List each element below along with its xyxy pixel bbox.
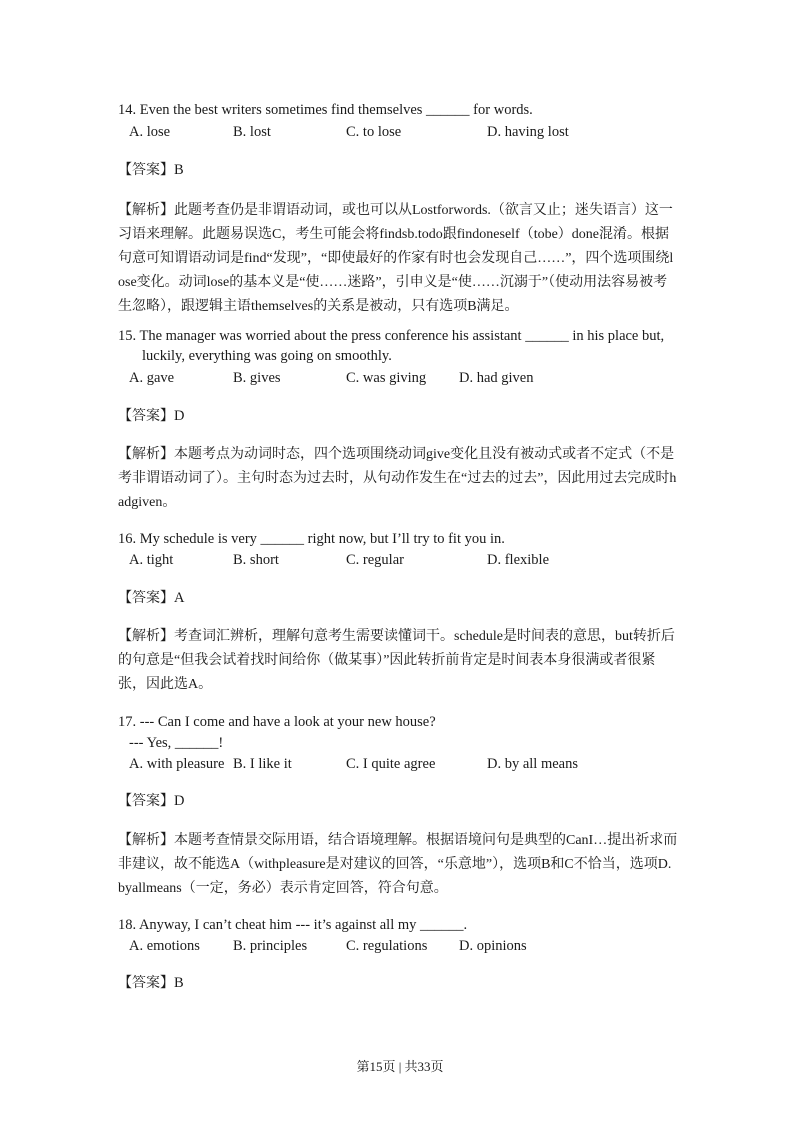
option-a: A. emotions xyxy=(129,938,200,954)
option-a: A. gave xyxy=(129,370,175,386)
option-d: D. opinions xyxy=(459,938,527,954)
answer-value: B xyxy=(174,162,184,178)
explanation-text: 此题考查仍是非谓语动词，或也可以从Lostforwords.（欲言又止；迷失语言）这一习语来理解。此题易误选C，考生可能会将findsb.todo跟findoneself（tobe）done混淆。根据句意可知谓语动词是find“发现”，“即使最好的作家有时也会发现自己……”，四个选项围绕lose变化。动词lose的基本义是“使……迷路”，引申义是“使……沉溺于”（使动用法容易被考生忽略），跟逻辑主语themselves的关系是被动，只有选项B满足。 xyxy=(118,203,674,314)
option-b: B. I like it xyxy=(233,756,292,772)
question-stem-continued: --- Yes, ______! xyxy=(129,735,224,751)
explanation xyxy=(118,828,678,901)
option-c: C. was giving xyxy=(346,370,427,386)
option-d: D. having lost xyxy=(487,124,569,140)
option-b: B. lost xyxy=(233,124,271,140)
answer-label: 【答案】 xyxy=(118,162,174,178)
answer-value: B xyxy=(174,975,184,991)
question-stem-continued: luckily, everything was going on smoothly. xyxy=(142,348,392,364)
answer-line xyxy=(118,406,184,426)
answer-line xyxy=(118,791,184,811)
explanation xyxy=(118,198,678,319)
question-stem: 15. The manager was worried about the press conference his assistant ______ in his place but, xyxy=(118,328,665,344)
answer-label: 【答案】 xyxy=(118,590,174,606)
answer-label: 【答案】 xyxy=(118,408,174,424)
page-footer: 第15页 | 共33页 xyxy=(356,1059,444,1074)
explanation xyxy=(118,624,678,697)
option-a: A. with pleasure xyxy=(129,756,225,772)
option-b: B. principles xyxy=(233,938,308,954)
option-a: A. lose xyxy=(129,124,171,140)
explanation-label: 【解析】 xyxy=(118,628,174,644)
explanation xyxy=(118,442,678,515)
explanation-label: 【解析】 xyxy=(118,832,174,848)
option-c: C. I quite agree xyxy=(346,756,436,772)
explanation-text: 本题考查情景交际用语，结合语境理解。根据语境问句是典型的CanI…提出祈求而非建议，故不能选A（withpleasure是对建议的回答，“乐意地”），选项B和C不恰当，选项D.byallmeans（一定，务必）表示肯定回答，符合句意。 xyxy=(118,833,678,896)
question-stem: 14. Even the best writers sometimes find themselves ______ for words. xyxy=(118,102,533,118)
explanation-text: 本题考点为动词时态，四个选项围绕动词give变化且没有被动式或者不定式（不是考非谓语动词了）。主句时态为过去时，从句动作发生在“过去的过去”，因此用过去完成时hadgiven。 xyxy=(118,447,677,510)
option-d: D. flexible xyxy=(487,552,550,568)
question-stem: 18. Anyway, I can’t cheat him --- it’s against all my ______. xyxy=(118,917,468,933)
option-c: C. regulations xyxy=(346,938,428,954)
answer-label: 【答案】 xyxy=(118,793,174,809)
answer-label: 【答案】 xyxy=(118,975,174,991)
option-b: B. gives xyxy=(233,370,281,386)
explanation-label: 【解析】 xyxy=(118,446,174,462)
answer-line xyxy=(118,973,184,993)
option-d: D. had given xyxy=(459,370,534,386)
option-c: C. regular xyxy=(346,552,404,568)
option-d: D. by all means xyxy=(487,756,579,772)
answer-line xyxy=(118,160,184,180)
question-stem: 17. --- Can I come and have a look at your new house? xyxy=(118,714,436,730)
option-c: C. to lose xyxy=(346,124,402,140)
option-a: A. tight xyxy=(129,552,174,568)
question-stem: 16. My schedule is very ______ right now, but I’ll try to fit you in. xyxy=(118,531,505,547)
answer-line xyxy=(118,588,184,608)
explanation-label: 【解析】 xyxy=(118,202,174,218)
option-b: B. short xyxy=(233,552,279,568)
answer-value: D xyxy=(174,793,185,809)
explanation-text: 考查词汇辨析，理解句意考生需要读懂词干。schedule是时间表的意思，but转折后的句意是“但我会试着找时间给你（做某事）”因此转折前肯定是时间表本身很满或者很紧张，因此选A。 xyxy=(118,629,675,692)
answer-value: D xyxy=(174,408,185,424)
answer-value: A xyxy=(174,590,185,606)
